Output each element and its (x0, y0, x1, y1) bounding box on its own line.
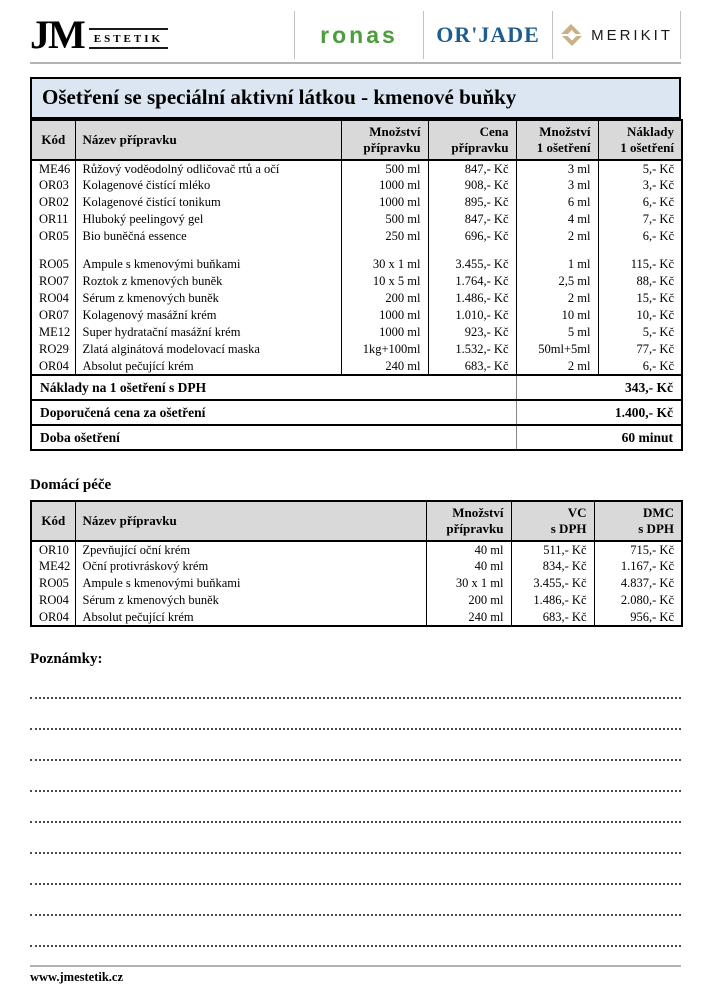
table-row (31, 160, 682, 177)
col-header-line: DMC (642, 505, 674, 521)
col-header-nazev: Název přípravku (75, 501, 426, 541)
product-code: RO07 (31, 273, 75, 290)
summary-row-duration (31, 425, 682, 450)
dmc-price: 2.080,- Kč (594, 592, 682, 609)
treatment-cost: 15,- Kč (598, 290, 682, 307)
col-header-mnozstvi (341, 120, 428, 160)
dmc-price: 715,- Kč (594, 541, 682, 558)
orjade-wordmark: OR'JADE (436, 22, 540, 47)
product-name: Kolagenový masážní krém (75, 307, 341, 324)
product-quantity: 40 ml (426, 541, 511, 558)
table-row (31, 358, 682, 375)
treatment-quantity: 5 ml (516, 324, 598, 341)
table-row (31, 307, 682, 324)
col-header-line: Množství (539, 124, 591, 140)
product-code: OR04 (31, 609, 75, 626)
note-dotted-line (30, 885, 681, 916)
product-quantity: 40 ml (426, 558, 511, 575)
product-name: Kolagenové čistící tonikum (75, 194, 341, 211)
product-name: Sérum z kmenových buněk (75, 592, 426, 609)
product-price: 1.764,- Kč (428, 273, 516, 290)
product-name: Oční protivráskový krém (75, 558, 426, 575)
col-header-line: přípravku (446, 521, 504, 537)
note-dotted-line (30, 854, 681, 885)
footer-divider-rule (30, 965, 681, 967)
product-name: Absolut pečující krém (75, 358, 341, 375)
treatment-cost: 3,- Kč (598, 177, 682, 194)
product-price: 923,- Kč (428, 324, 516, 341)
treatment-table (30, 119, 683, 451)
product-price: 3.455,- Kč (428, 256, 516, 273)
table-row (31, 541, 682, 558)
product-quantity: 500 ml (341, 211, 428, 228)
product-quantity: 30 x 1 ml (426, 575, 511, 592)
spacer-cell (428, 245, 516, 256)
spacer-cell (75, 245, 341, 256)
spacer-cell (516, 245, 598, 256)
product-name: Zpevňující oční krém (75, 541, 426, 558)
product-code: OR03 (31, 177, 75, 194)
header-divider-rule (30, 62, 681, 64)
table-row (31, 228, 682, 245)
treatment-cost: 10,- Kč (598, 307, 682, 324)
summary-label: Doporučená cena za ošetření (31, 400, 516, 425)
retail-price: 1.486,- Kč (511, 592, 594, 609)
col-header-line: přípravku (451, 140, 509, 156)
ronas-logo (294, 11, 423, 59)
treatment-cost: 88,- Kč (598, 273, 682, 290)
dmc-price: 956,- Kč (594, 609, 682, 626)
table-row (31, 592, 682, 609)
col-header-nazev: Název přípravku (75, 120, 341, 160)
product-code: RO29 (31, 341, 75, 358)
product-quantity: 250 ml (341, 228, 428, 245)
treatment-cost: 5,- Kč (598, 160, 682, 177)
treatment-cost: 77,- Kč (598, 341, 682, 358)
product-code: OR07 (31, 307, 75, 324)
treatment-quantity: 2,5 ml (516, 273, 598, 290)
product-quantity: 1000 ml (341, 307, 428, 324)
spacer-cell (341, 245, 428, 256)
product-price: 908,- Kč (428, 177, 516, 194)
header-logo-strip (30, 10, 681, 60)
col-header-mnozstvi-osetreni (516, 120, 598, 160)
dmc-price: 1.167,- Kč (594, 558, 682, 575)
treatment-cost: 7,- Kč (598, 211, 682, 228)
product-name: Růžový voděodolný odličovač rtů a očí (75, 160, 341, 177)
product-price: 696,- Kč (428, 228, 516, 245)
col-header-line: 1 ošetření (536, 140, 591, 156)
retail-price: 3.455,- Kč (511, 575, 594, 592)
summary-row-recommended-price (31, 400, 682, 425)
product-quantity: 200 ml (426, 592, 511, 609)
table-row (31, 575, 682, 592)
product-code: ME12 (31, 324, 75, 341)
notes-heading: Poznámky: (30, 651, 103, 668)
product-code: RO04 (31, 592, 75, 609)
treatment-cost: 5,- Kč (598, 324, 682, 341)
col-header-dmc (594, 501, 682, 541)
col-header-mnozstvi (426, 501, 511, 541)
product-code: RO05 (31, 256, 75, 273)
table-row (31, 290, 682, 307)
col-header-line: 1 ošetření (620, 140, 674, 156)
treatment-quantity: 2 ml (516, 358, 598, 375)
note-dotted-line (30, 823, 681, 854)
product-code: RO04 (31, 290, 75, 307)
product-code: ME46 (31, 160, 75, 177)
product-name: Ampule s kmenovými buňkami (75, 256, 341, 273)
col-header-cena (428, 120, 516, 160)
col-header-line: VC (567, 505, 587, 521)
note-dotted-line (30, 668, 681, 699)
product-price: 847,- Kč (428, 160, 516, 177)
dmc-price: 4.837,- Kč (594, 575, 682, 592)
table-row (31, 609, 682, 626)
product-quantity: 1000 ml (341, 324, 428, 341)
product-quantity: 200 ml (341, 290, 428, 307)
col-header-naklady (598, 120, 682, 160)
product-quantity: 30 x 1 ml (341, 256, 428, 273)
retail-price: 683,- Kč (511, 609, 594, 626)
product-price: 895,- Kč (428, 194, 516, 211)
product-code: RO05 (31, 575, 75, 592)
product-quantity: 240 ml (426, 609, 511, 626)
product-quantity: 1kg+100ml (341, 341, 428, 358)
table-row (31, 324, 682, 341)
product-price: 1.010,- Kč (428, 307, 516, 324)
table-row (31, 558, 682, 575)
treatment-cost: 6,- Kč (598, 194, 682, 211)
summary-value: 60 minut (516, 425, 682, 450)
table-row (31, 211, 682, 228)
ronas-wordmark: ronas (320, 21, 398, 48)
jm-estetik-logo (30, 12, 168, 57)
treatment-cost: 6,- Kč (598, 228, 682, 245)
product-price: 1.532,- Kč (428, 341, 516, 358)
treatment-title-bar (30, 77, 681, 119)
jm-logo-initials: JM (30, 12, 84, 57)
col-header-line: Množství (452, 505, 504, 521)
homecare-table-header-row (31, 501, 682, 541)
col-header-line: přípravku (363, 140, 421, 156)
merikit-wordmark: MERIKIT (591, 26, 673, 44)
product-code: OR10 (31, 541, 75, 558)
col-header-line: Množství (369, 124, 421, 140)
product-quantity: 10 x 5 ml (341, 273, 428, 290)
treatment-quantity: 50ml+5ml (516, 341, 598, 358)
treatment-quantity: 3 ml (516, 160, 598, 177)
product-code: OR11 (31, 211, 75, 228)
note-dotted-line (30, 916, 681, 947)
treatment-quantity: 6 ml (516, 194, 598, 211)
product-code: OR02 (31, 194, 75, 211)
retail-price: 511,- Kč (511, 541, 594, 558)
treatment-cost: 115,- Kč (598, 256, 682, 273)
treatment-table-header-row (31, 120, 682, 160)
jm-logo-subtitle: ESTETIK (89, 28, 168, 49)
col-header-line: Náklady (627, 124, 674, 140)
treatment-cost: 6,- Kč (598, 358, 682, 375)
summary-value: 1.400,- Kč (516, 400, 682, 425)
summary-label: Náklady na 1 ošetření s DPH (31, 375, 516, 400)
brand-logo-strip (294, 11, 681, 59)
product-code: OR05 (31, 228, 75, 245)
col-header-vc (511, 501, 594, 541)
merikit-logo (552, 11, 681, 59)
product-name: Absolut pečující krém (75, 609, 426, 626)
col-header-line: s DPH (638, 521, 674, 537)
product-price: 1.486,- Kč (428, 290, 516, 307)
product-price: 847,- Kč (428, 211, 516, 228)
product-name: Kolagenové čistící mléko (75, 177, 341, 194)
product-price: 683,- Kč (428, 358, 516, 375)
treatment-quantity: 2 ml (516, 290, 598, 307)
table-row (31, 194, 682, 211)
note-dotted-line (30, 699, 681, 730)
notes-area (30, 668, 681, 947)
merikit-diamond-icon (560, 24, 584, 46)
col-header-kod: Kód (31, 501, 75, 541)
summary-row-cost-per-treatment (31, 375, 682, 400)
treatment-quantity: 4 ml (516, 211, 598, 228)
col-header-line: s DPH (550, 521, 587, 537)
table-spacer-row (31, 245, 682, 256)
product-name: Zlatá alginátová modelovací maska (75, 341, 341, 358)
product-name: Bio buněčná essence (75, 228, 341, 245)
treatment-quantity: 3 ml (516, 177, 598, 194)
product-quantity: 240 ml (341, 358, 428, 375)
summary-label: Doba ošetření (31, 425, 516, 450)
product-quantity: 1000 ml (341, 177, 428, 194)
product-name: Sérum z kmenových buněk (75, 290, 341, 307)
summary-value: 343,- Kč (516, 375, 682, 400)
product-name: Hluboký peelingový gel (75, 211, 341, 228)
orjade-logo (423, 11, 552, 59)
table-row (31, 177, 682, 194)
homecare-section-heading: Domácí péče (30, 477, 112, 494)
product-quantity: 1000 ml (341, 194, 428, 211)
table-row (31, 341, 682, 358)
product-name: Ampule s kmenovými buňkami (75, 575, 426, 592)
homecare-table (30, 500, 683, 627)
note-dotted-line (30, 730, 681, 761)
note-dotted-line (30, 761, 681, 792)
table-row (31, 256, 682, 273)
spacer-cell (31, 245, 75, 256)
col-header-kod: Kód (31, 120, 75, 160)
table-row (31, 273, 682, 290)
page-title: Ošetření se speciální aktivní látkou - kmenové buňky (42, 85, 517, 109)
treatment-quantity: 10 ml (516, 307, 598, 324)
footer-website-url: www.jmestetik.cz (30, 970, 124, 985)
product-code: OR04 (31, 358, 75, 375)
spacer-cell (598, 245, 682, 256)
retail-price: 834,- Kč (511, 558, 594, 575)
note-dotted-line (30, 792, 681, 823)
product-name: Super hydratační masážní krém (75, 324, 341, 341)
product-quantity: 500 ml (341, 160, 428, 177)
product-code: ME42 (31, 558, 75, 575)
col-header-line: Cena (479, 124, 509, 140)
product-name: Roztok z kmenových buněk (75, 273, 341, 290)
treatment-quantity: 1 ml (516, 256, 598, 273)
treatment-quantity: 2 ml (516, 228, 598, 245)
